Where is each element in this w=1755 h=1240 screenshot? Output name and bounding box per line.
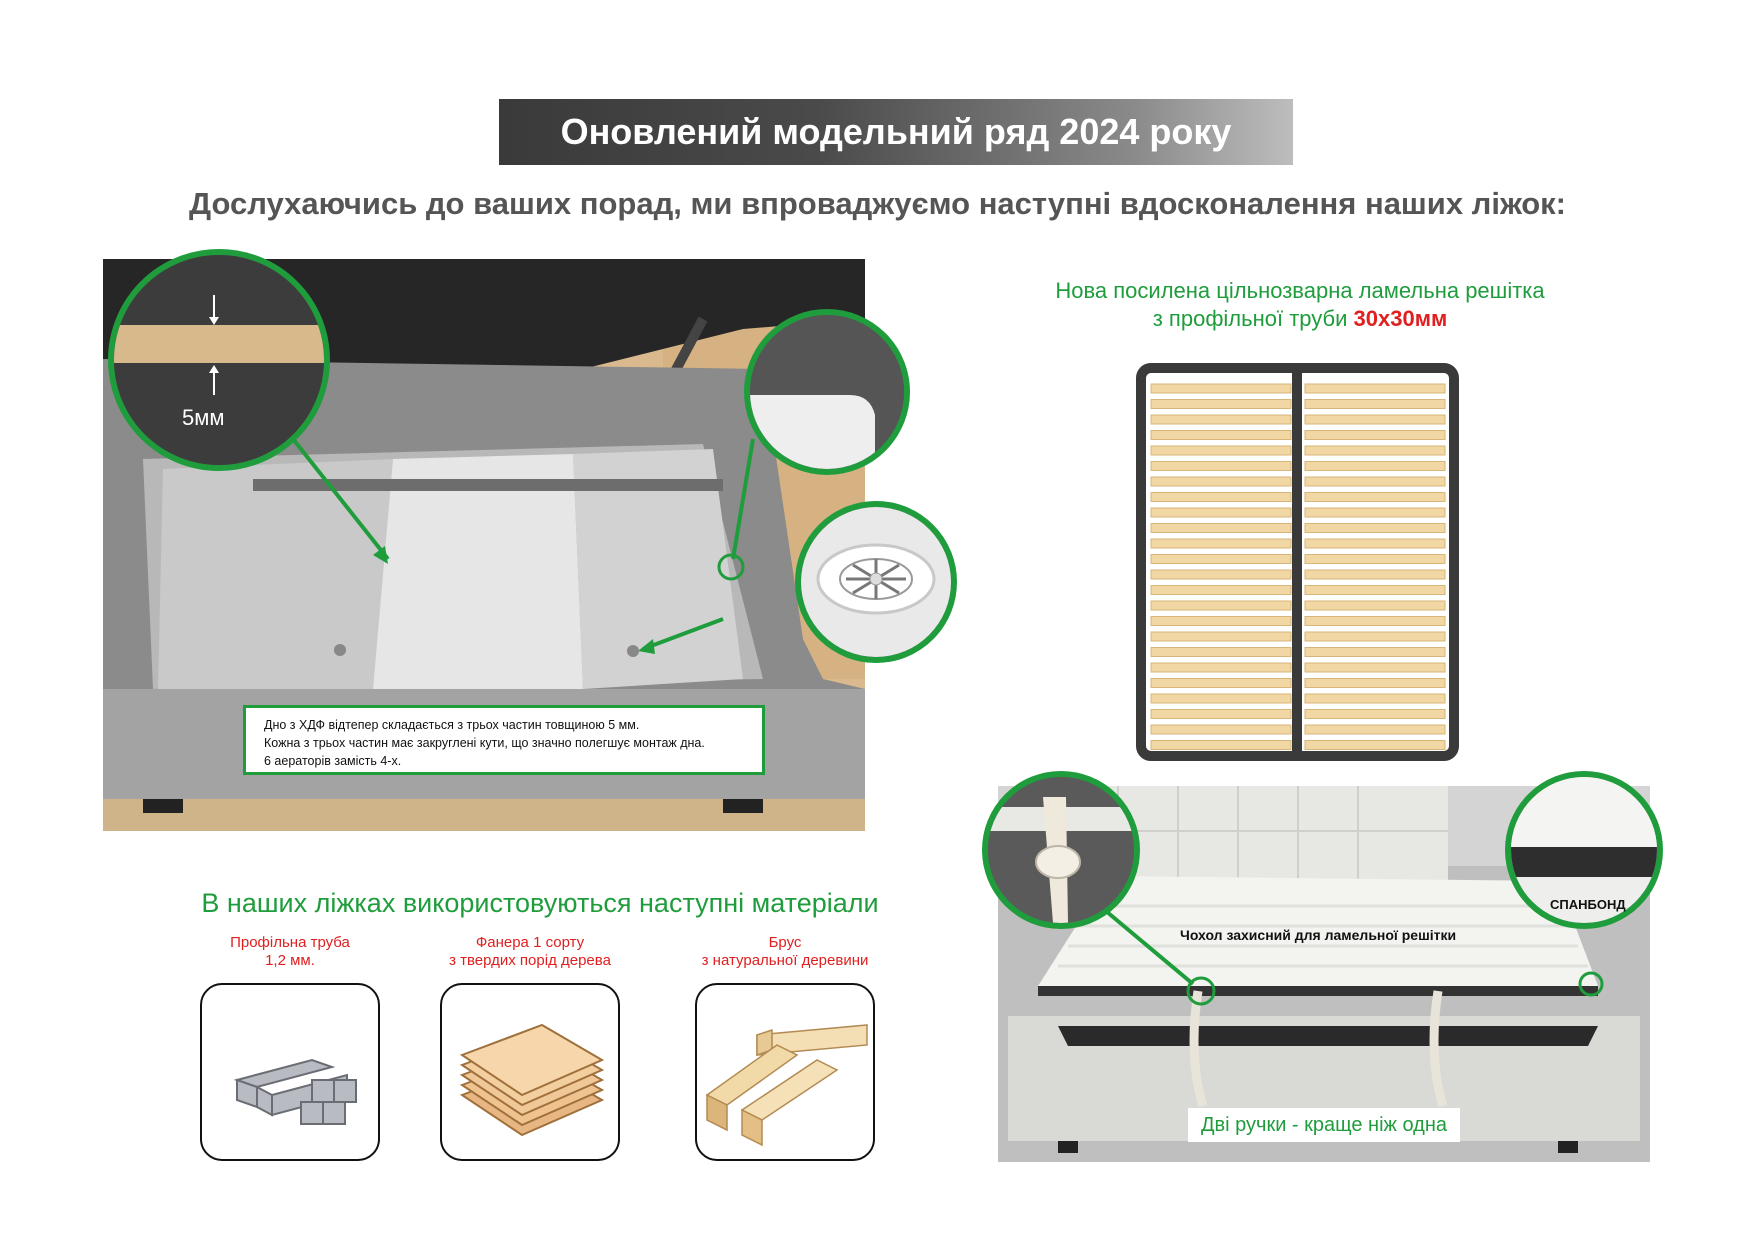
material-card-pipe	[200, 983, 380, 1161]
wooden-slat	[1151, 400, 1291, 409]
wooden-slat	[1151, 415, 1291, 424]
page-title-banner	[499, 99, 1293, 165]
wooden-slat	[1151, 694, 1291, 703]
material-label-plywood: Фанера 1 сорту з твердих порід дерева	[449, 934, 611, 969]
wooden-slat	[1305, 415, 1445, 424]
wooden-slat	[1305, 617, 1445, 626]
wooden-slat	[1305, 648, 1445, 657]
slat-frame-caption-line1: Нова посилена цільнозварна ламельна решітка	[1055, 278, 1545, 303]
hdf-thickness-zoom	[108, 249, 330, 471]
wooden-slat	[1151, 679, 1291, 688]
description-line: Дно з ХДФ відтепер складається з трьох частин товщиною 5 мм.	[264, 718, 640, 732]
wooden-slat	[1151, 663, 1291, 672]
description-line: 6 аераторів замість 4-х.	[264, 754, 402, 768]
timber-beams-icon	[697, 985, 873, 1159]
wooden-slat	[1305, 446, 1445, 455]
wooden-slat	[1151, 462, 1291, 471]
wooden-slat	[1151, 601, 1291, 610]
rounded-corner-zoom	[744, 309, 910, 475]
wooden-slat	[1305, 493, 1445, 502]
wooden-slat	[1151, 493, 1291, 502]
wooden-slat	[1305, 663, 1445, 672]
wooden-slat	[1305, 710, 1445, 719]
wooden-slat	[1305, 725, 1445, 734]
slat-frame-image	[1135, 362, 1460, 762]
material-label-timber: Брус з натуральної деревини	[701, 934, 869, 969]
hdf-base-description	[243, 705, 765, 775]
protective-cover-label: Чохол захисний для ламельної решітки	[1180, 927, 1457, 943]
wooden-slat	[1305, 508, 1445, 517]
wooden-slat	[1305, 384, 1445, 393]
wooden-slat	[1151, 431, 1291, 440]
wooden-slat	[1151, 648, 1291, 657]
wooden-slat	[1151, 570, 1291, 579]
wooden-slat	[1151, 555, 1291, 564]
wooden-slat	[1305, 601, 1445, 610]
wooden-slat	[1151, 710, 1291, 719]
wooden-slat	[1305, 462, 1445, 471]
wooden-slat	[1151, 539, 1291, 548]
material-card-timber	[695, 983, 875, 1161]
spunbond-label: СПАНБОНД	[1550, 897, 1626, 912]
wooden-slat	[1151, 741, 1291, 750]
material-card-plywood	[440, 983, 620, 1161]
wooden-slat	[1305, 431, 1445, 440]
wooden-slat	[1305, 586, 1445, 595]
page-subtitle: Дослухаючись до ваших порад, ми впроваджуємо наступні вдосконалення наших ліжок:	[189, 186, 1566, 221]
thickness-label: 5мм	[182, 405, 225, 430]
wooden-slat	[1151, 617, 1291, 626]
wooden-slat	[1151, 384, 1291, 393]
wooden-slat	[1305, 539, 1445, 548]
wooden-slat	[1151, 477, 1291, 486]
wooden-slat	[1151, 632, 1291, 641]
wooden-slat	[1305, 524, 1445, 533]
slat-frame-caption	[990, 277, 1610, 333]
slat-frame-caption-line2: з профільної труби 30х30мм	[1152, 306, 1448, 331]
material-label-pipe: Профільна труба 1,2 мм.	[230, 934, 350, 969]
wooden-slat	[1151, 446, 1291, 455]
steel-pipes-icon	[202, 985, 378, 1159]
wooden-slat	[1305, 400, 1445, 409]
wooden-slat	[1305, 741, 1445, 750]
wooden-slat	[1305, 570, 1445, 579]
page-title: Оновлений модельний ряд 2024 року	[560, 111, 1232, 152]
wooden-slat	[1305, 632, 1445, 641]
plywood-icon	[442, 985, 618, 1159]
wooden-slat	[1305, 555, 1445, 564]
materials-heading: В наших ліжках використовуються наступні матеріали	[201, 888, 879, 918]
two-handles-label: Дві ручки - краще ніж одна	[1188, 1108, 1460, 1142]
wooden-slat	[1151, 725, 1291, 734]
wooden-slat	[1305, 694, 1445, 703]
wooden-slat	[1151, 586, 1291, 595]
wooden-slat	[1151, 524, 1291, 533]
wooden-slat	[1305, 679, 1445, 688]
tube-size-highlight: 30х30мм	[1353, 306, 1448, 331]
description-line: Кожна з трьох частин має закруглені кути, що значно полегшує монтаж дна.	[264, 736, 705, 750]
wooden-slat	[1305, 477, 1445, 486]
aerator-zoom	[795, 501, 957, 663]
handle-knot-zoom	[982, 771, 1140, 929]
wooden-slat	[1151, 508, 1291, 517]
